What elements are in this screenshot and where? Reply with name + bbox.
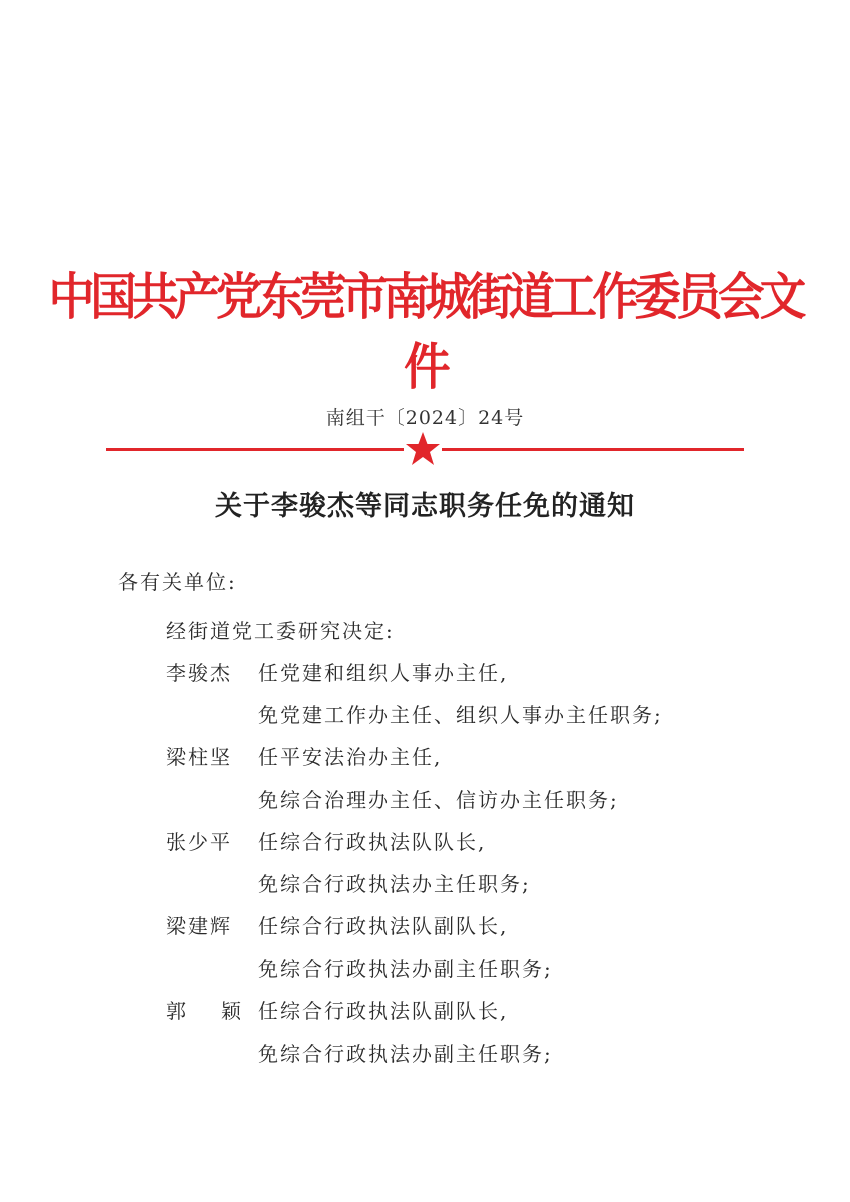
appointee-name: 郭颖 [166, 999, 276, 1023]
red-separator-left [106, 448, 404, 451]
document-masthead: 中国共产党东莞市南城街道工作委员会文件 [48, 267, 802, 396]
removal-text: 免党建工作办主任、组织人事办主任职务; [258, 703, 663, 727]
removal-text: 免综合治理办主任、信访办主任职务; [258, 788, 619, 812]
appointee-name: 李骏杰 [166, 661, 232, 685]
appointment-text: 任综合行政执法队副队长, [258, 914, 509, 938]
appointee-name: 梁柱坚 [166, 745, 232, 769]
salutation: 各有关单位: [118, 570, 237, 594]
notice-title: 关于李骏杰等同志职务任免的通知 [215, 491, 635, 522]
red-star-icon [404, 431, 442, 467]
appointment-text: 任党建和组织人事办主任, [258, 661, 509, 685]
appointee-name: 梁建辉 [166, 914, 232, 938]
appointment-text: 任平安法治办主任, [258, 745, 443, 769]
removal-text: 免综合行政执法办副主任职务; [258, 1042, 553, 1066]
intro-text: 经街道党工委研究决定: [166, 619, 395, 643]
appointment-text: 任综合行政执法队副队长, [258, 999, 509, 1023]
document-number: 南组干〔2024〕24号 [325, 407, 525, 429]
appointee-name: 张少平 [166, 830, 232, 854]
removal-text: 免综合行政执法办副主任职务; [258, 957, 553, 981]
red-separator-right [442, 448, 744, 451]
removal-text: 免综合行政执法办主任职务; [258, 872, 531, 896]
appointment-text: 任综合行政执法队队长, [258, 830, 487, 854]
